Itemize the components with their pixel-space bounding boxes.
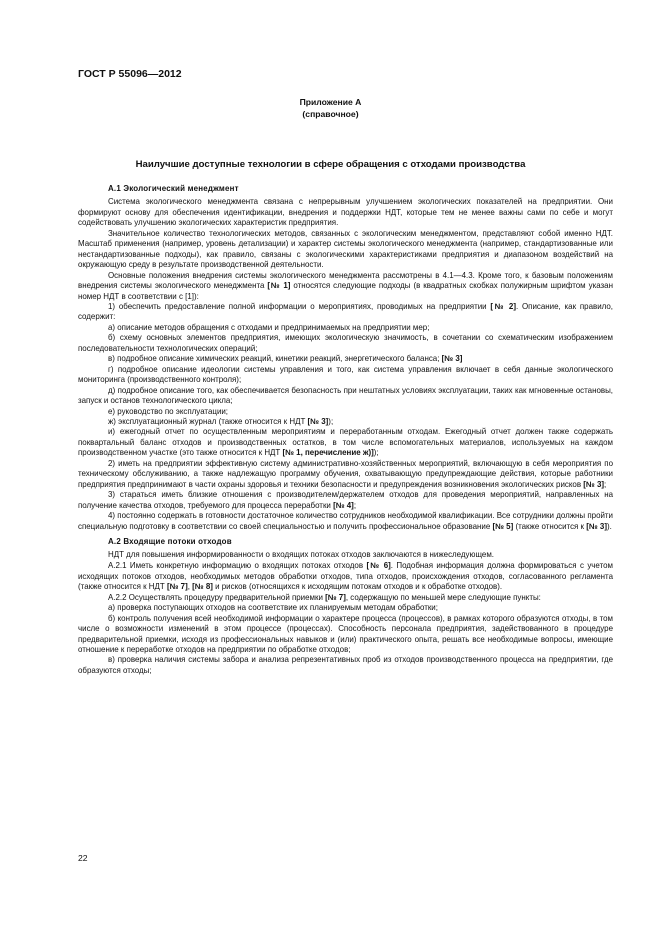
section-heading-a1: А.1 Экологический менеджмент (108, 184, 239, 193)
list-item: д) подробное описание того, как обеспечивается безопасность при нештатных условиях эксплуатации, таких как мгновенные остановы, запуск и останов технологического цикла; (78, 385, 613, 406)
ndt-reference: [№ 1] (267, 281, 291, 291)
list-item: 3) стараться иметь близкие отношения с производителем/держателем отходов для проведения мероприятий, направленных на получение качества отходов, требуемого для процесса переработки [№ 4]; (78, 490, 613, 510)
list-item: и) ежегодный отчет по осуществленным мероприятиям и переработанным отходам. Ежегодный отчет должен также содержать поквартальный баланс отходов и производственных остатков, в том числе вспомогательных материалов, используемых на каждом производственном участке (это также относится к НДТ [№ 1, перечисление ж)]); (78, 427, 613, 458)
ndt-reference: [№ 5] (492, 521, 514, 531)
paragraph: НДТ для повышения информированности о входящих потоках отходов заключаются в нижеследующем. (108, 550, 494, 560)
list-item: в) подробное описание химических реакций, кинетики реакций, энергетического баланса; [№ 3] (108, 354, 463, 364)
paragraph: А.2.1 Иметь конкретную информацию о входящих потоках отходов [№ 6]. Подобная информация должна формироваться с учетом исходящих потоков отходов, необходимых методов обработки отходов, типа отходов, происхождения отходов, согласованного регламента (также относится к НДТ [№ 7], [№ 8] и рисков (относящихся к исходящим потокам отходов и к обработке отходов). (78, 561, 613, 592)
list-item: б) контроль получения всей необходимой информации о характере процесса (процессов), в рамках которого образуются отходы, в том числе о возможности изменений в этом процессе (процессах). Способность персонала предприятия, задействованного в процедуре предварительной приемки, исходя из профессиональных навыков и (или) практического опыта, решать все необходимые вопросы, имеющие отношение к переработке отходов на предприятии по обработке отходов; (78, 613, 613, 654)
ndt-reference: [№ 8] (192, 582, 213, 592)
annex-label: Приложение А (299, 97, 362, 107)
paragraph: А.2.2 Осуществлять процедуру предварительной приемки [№ 7], содержащую по меньшей мере следующие пункты: (108, 592, 541, 602)
ndt-reference: [№ 3] (583, 479, 605, 489)
list-item: а) проверка поступающих отходов на соответствие их планируемым методам обработки; (108, 603, 438, 613)
ndt-reference: [№ 7] (166, 582, 188, 592)
page-title: Наилучшие доступные технологии в сфере обращения с отходами производства (135, 159, 526, 170)
annex-kind: (справочное) (302, 109, 359, 119)
paragraph: Система экологического менеджмента связана с непрерывным улучшением экологических показателей на предприятии. Они формируют основу для обеспечения идентификации, внедрения и поддержки НДТ, которые тем не менее важны сами по себе и могут содействовать улучшению экологических характеристик предприятия. (78, 197, 613, 228)
ndt-reference: [№ 3] (586, 521, 607, 531)
paragraph: Основные положения внедрения системы экологического менеджмента рассмотрены в 4.1—4.3. Кроме того, к базовым положениям внедрения системы экологического менеджмента [№ 1] относятся следующие подходы (в квадратных скобках полужирным шрифтом указан номер НДТ в соответствии с [1]): (78, 270, 613, 301)
paragraph: Значительное количество технологических методов, связанных с экологическим менеджментом, представляют собой именно НДТ. Масштаб применения (например, уровень детализации) и характер системы экологического менеджмента (например, стандартизованные или нестандартизованные подходы), как правило, связаны с экологическими характеристиками предприятия и диапазоном воздействий на окружающую среду в результате производственной деятельности. (78, 228, 613, 270)
list-item: б) схему основных элементов предприятия, имеющих экологическую значимость, в сочетании со схематическим изображением последовательности технологических операций; (78, 333, 613, 353)
ndt-reference: [№ 4] (333, 500, 354, 510)
section-heading-a2: А.2 Входящие потоки отходов (108, 536, 232, 546)
list-item: г) подробное описание идеологии системы управления и того, как система управления включает в себя данные экологического мониторинга (производственного контроля); (78, 364, 613, 385)
list-item: а) описание методов обращения с отходами и предпринимаемых на предприятии мер; (108, 322, 430, 332)
document-code: ГОСТ Р 55096—2012 (78, 68, 182, 80)
list-item: 4) постоянно содержать в готовности достаточное количество сотрудников необходимой квалификации. Все сотрудники должны пройти специальную подготовку в соответствии со своей специальностью и получить профессиональное образование [№ 5] (также относится к [№ 3]). (78, 511, 613, 531)
list-item: в) проверка наличия системы забора и анализа репрезентативных проб из отходов производственного процесса на предприятии, где образуются отходы; (78, 655, 613, 675)
ndt-reference: [№ 3] (307, 416, 329, 426)
ndt-reference: [№ 6] (366, 561, 391, 571)
ndt-reference: [№ 7] (325, 592, 346, 602)
page-number: 22 (78, 853, 88, 863)
list-item: е) руководство по эксплуатации; (108, 406, 229, 416)
list-item: 1) обеспечить предоставление полной информации о мероприятиях, проводимых на предприятии [№ 2]. Описание, как правило, содержит: (78, 301, 613, 322)
document-body (78, 184, 613, 676)
list-item: ж) эксплуатационный журнал (также относится к НДТ [№ 3]); (108, 416, 334, 426)
ndt-reference: [№ 3] (441, 354, 463, 364)
ndt-reference: [№ 2] (490, 301, 516, 311)
ndt-reference: [№ 1, перечисление ж)] (282, 448, 374, 458)
list-item: 2) иметь на предприятии эффективную систему административно-хозяйственных мероприятий, включающую в себя мероприятия по техническому обслуживанию, а также надлежащую программу обучения, охватывающую предупреждающие действия, которые работники предприятия предпринимают в части охраны здоровья и техники безопасности и предупреждения возникновения экологических рисков [№ 3]; (78, 458, 613, 489)
